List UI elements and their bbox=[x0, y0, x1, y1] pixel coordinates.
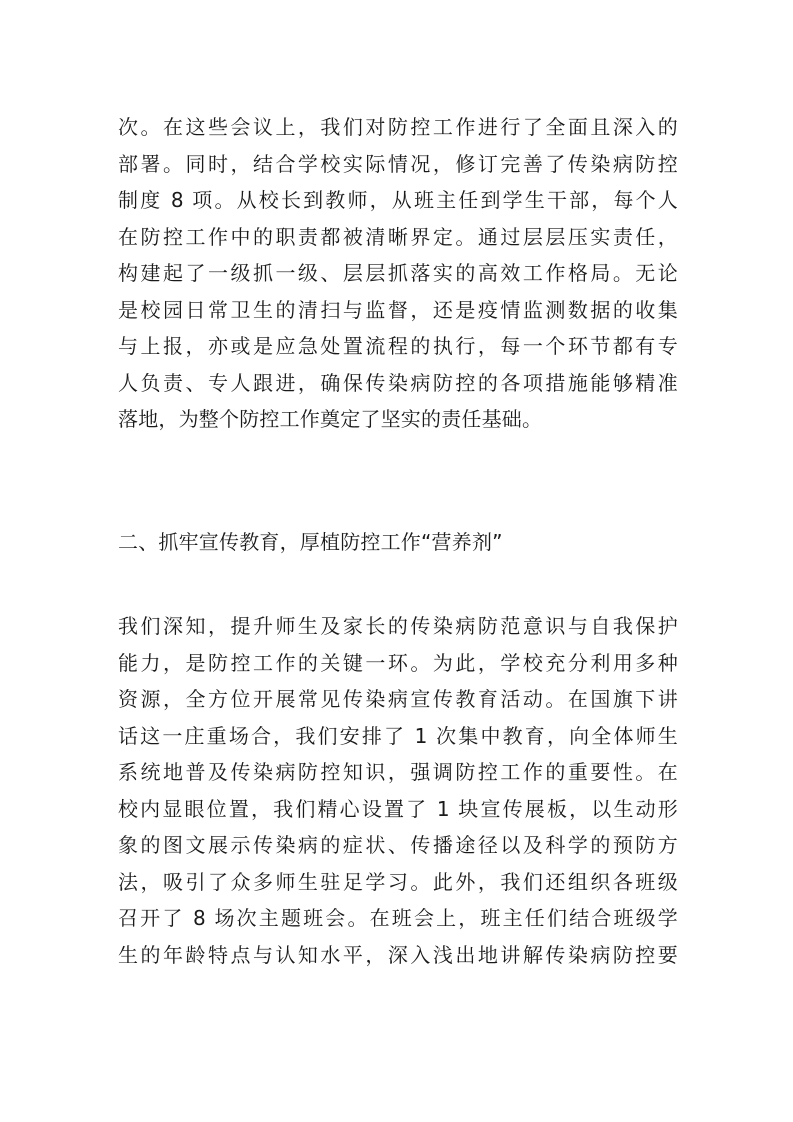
text-line: 构建起了一级抓一级、层层抓落实的高效工作格局。无论 bbox=[118, 261, 678, 285]
text-line: 召开了 8 场次主题班会。在班会上，班主任们结合班级学 bbox=[118, 906, 678, 930]
text-line: 部署。同时，结合学校实际情况，修订完善了传染病防控 bbox=[118, 151, 678, 176]
text-line: 话这一庄重场合，我们安排了 1 次集中教育，向全体师生 bbox=[118, 723, 678, 748]
text-line: 与上报，亦或是应急处置流程的执行，每一个环节都有专 bbox=[118, 334, 678, 358]
text-line: 系统地普及传染病防控知识，强调防控工作的重要性。在 bbox=[118, 760, 678, 784]
text-line: 资源，全方位开展常见传染病宣传教育活动。在国旗下讲 bbox=[118, 687, 678, 711]
text-line: 次。在这些会议上，我们对防控工作进行了全面且深入的 bbox=[118, 115, 678, 139]
paragraph-responsibility bbox=[118, 109, 678, 438]
text-line: 我们深知，提升师生及家长的传染病防范意识与自我保护 bbox=[118, 614, 678, 638]
text-line: 人负责、专人跟进，确保传染病防控的各项措施能够精准 bbox=[118, 370, 678, 395]
text-line: 象的图文展示传染病的症状、传播途径以及科学的预防方 bbox=[118, 833, 678, 857]
text-line: 落地，为整个防控工作奠定了坚实的责任基础。 bbox=[118, 407, 543, 431]
paragraph-publicity-education bbox=[118, 608, 678, 973]
heading-text: 二、抓牢宣传教育，厚植防控工作“营养剂” bbox=[118, 530, 503, 554]
text-line: 校内显眼位置，我们精心设置了 1 块宣传展板，以生动形 bbox=[118, 796, 678, 821]
text-line: 生的年龄特点与认知水平，深入浅出地讲解传染病防控要 bbox=[118, 942, 678, 967]
section-heading-publicity-education bbox=[118, 524, 678, 561]
text-line: 制度 8 项。从校长到教师，从班主任到学生干部，每个人 bbox=[118, 188, 678, 212]
text-line: 法，吸引了众多师生驻足学习。此外，我们还组织各班级 bbox=[118, 869, 678, 894]
text-line: 是校园日常卫生的清扫与监督，还是疫情监测数据的收集 bbox=[118, 297, 678, 322]
text-line: 能力，是防控工作的关键一环。为此，学校充分利用多种 bbox=[118, 650, 678, 675]
text-line: 在防控工作中的职责都被清晰界定。通过层层压实责任， bbox=[118, 224, 678, 249]
